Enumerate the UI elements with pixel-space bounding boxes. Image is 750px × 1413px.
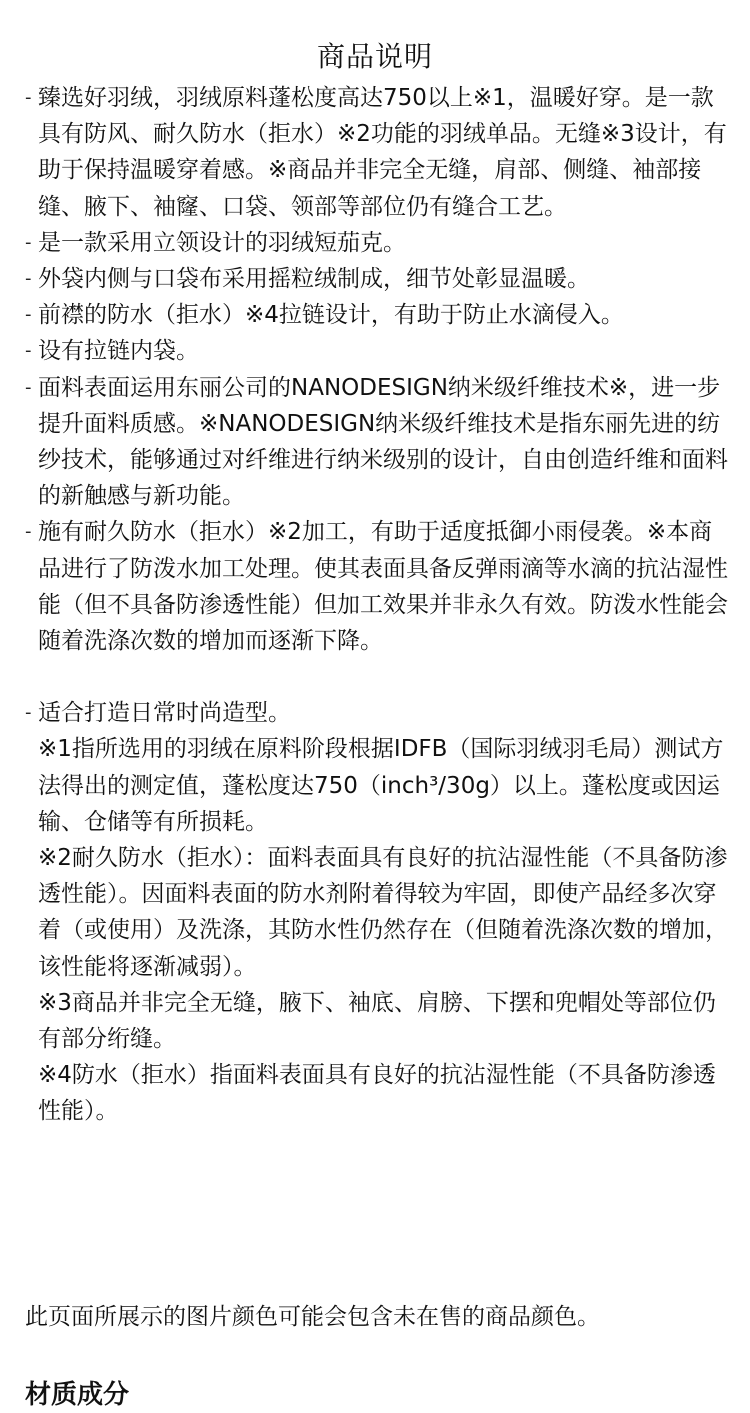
dash-marker: - — [25, 304, 32, 326]
dash-marker: - — [25, 87, 32, 108]
page-title: 商品说明 — [316, 39, 433, 73]
bullet-item — [25, 370, 731, 515]
dash-marker: - — [25, 521, 32, 543]
bullet-text: 外袋内侧与口袋布采用摇粒绒制成，细节处彰显温暖。 — [38, 266, 590, 293]
color-disclaimer: 此页面所展示的图片颜色可能会包含未在售的商品颜色。 — [25, 1304, 600, 1330]
bullet-item — [25, 333, 731, 369]
bullet-item — [25, 261, 731, 297]
bullet-text: 面料表面运用东丽公司的NANODESIGN纳米级纤维技术※，进一步提升面料质感。※NANODESIGN纳米级纤维技术是指东丽先进的纺纱技术，能够通过对纤维进行纳米级别的设计，自由创造纤维和面料的新触感与新功能。 — [38, 374, 728, 510]
bullet-text: 臻选好羽绒，羽绒原料蓬松度高达750以上※1，温暖好穿。是一款具有防风、耐久防水（拒水）※2功能的羽绒单品。无缝※3设计，有助于保持温暖穿着感。※商品并非完全无缝，肩部、侧缝、袖部接缝、腋下、袖窿、口袋、领部等部位仍有缝合工艺。 — [38, 85, 727, 220]
bullet-item — [25, 80, 731, 225]
footnote: ※4防水（拒水）指面料表面具有良好的抗沾湿性能（不具备防渗透性能）。 — [38, 1062, 716, 1125]
spacer — [25, 659, 731, 695]
bullet-text: 施有耐久防水（拒水）※2加工，有助于适度抵御小雨侵袭。※本商品进行了防泼水加工处理。使其表面具备反弹雨滴等水滴的抗沾湿性能（但不具备防渗透性能）但加工效果并非永久有效。防泼水性能会随着洗涤次数的增加而逐渐下降。 — [38, 519, 728, 655]
bullet-item — [25, 695, 731, 731]
bullet-item — [25, 514, 731, 659]
footnote: ※2耐久防水（拒水）：面料表面具有良好的抗沾湿性能（不具备防渗透性能）。因面料表面的防水剂附着得较为牢固，即使产品经多次穿着（或使用）及洗涤，其防水性仍然存在（但随着洗涤次数的增加，该性能将逐渐减弱）。 — [38, 845, 728, 980]
material-composition-heading: 材质成分 — [25, 1379, 130, 1410]
bullet-text: 是一款采用立领设计的羽绒短茄克。 — [38, 229, 406, 256]
bullet-text: 设有拉链内袋。 — [38, 338, 199, 365]
bullet-item — [25, 225, 731, 261]
dash-marker: - — [25, 231, 32, 253]
dash-marker: - — [25, 376, 32, 398]
dash-marker: - — [25, 340, 32, 362]
bullet-text: 前襟的防水（拒水）※4拉链设计，有助于防止水滴侵入。 — [38, 302, 624, 329]
dash-marker: - — [25, 268, 32, 290]
description-content — [25, 80, 731, 1130]
dash-marker: - — [25, 702, 32, 724]
footnote: ※3商品并非完全无缝，腋下、袖底、肩膀、下摆和兜帽处等部位仍有部分绗缝。 — [38, 989, 716, 1053]
bullet-text: 适合打造日常时尚造型。 — [38, 700, 291, 727]
footnote: ※1指所选用的羽绒在原料阶段根据IDFB（国际羽绒羽毛局）测试方法得出的测定值，蓬松度达750（inch³/30g）以上。蓬松度或因运输、仓储等有所损耗。 — [38, 736, 724, 835]
bullet-item — [25, 297, 731, 333]
